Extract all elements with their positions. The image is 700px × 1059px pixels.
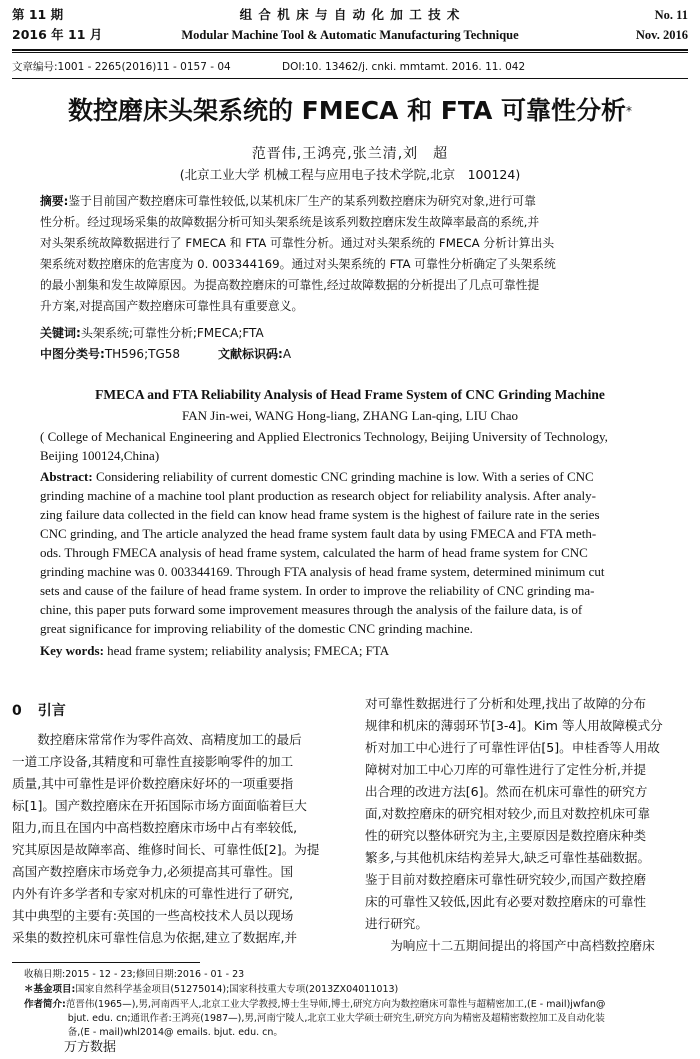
body-line: 高国产数控磨床市场竞争力,必须提高其可靠性。国	[12, 864, 294, 879]
article-number: 文章编号:1001 - 2265(2016)11 - 0157 - 04	[12, 61, 231, 73]
abstract-en-line: sets and cause of the failure of head frame system. In order to improve the reliability of CNC grinding ma-	[40, 583, 595, 598]
abstract-en-label: Abstract:	[40, 469, 93, 484]
section-number: 0	[12, 703, 22, 719]
english-affiliation-line: Beijing 100124,China)	[40, 448, 160, 463]
abstract-en-line: chine, this paper puts forward some improvement measures through the analysis of the failure data, is of	[40, 602, 583, 617]
abstract-cn-line: 鉴于目前国产数控磨床可靠性较低,以某机床厂生产的某系列数控磨床为研究对象,进行可靠	[68, 194, 536, 208]
footnote-bio-line: 范晋伟(1965—),男,河南西平人,北京工业大学教授,博士生导师,博士,研究方向为数控磨床可靠性与超精密加工,(E - mail)jwfan@	[65, 999, 606, 1010]
classification-label: 中图分类号:	[40, 347, 105, 361]
title-footnote-mark: *	[626, 104, 633, 118]
english-affiliation-line: ( College of Mechanical Engineering and Applied Electronics Technology, Beijing University of Technology,	[40, 429, 608, 444]
abstract-en-line: zing failure data collected in the field can know head frame system is the highest of failure rate in the series	[40, 507, 600, 522]
body-line: 内外有许多学者和专家对机床的可靠性进行了研究,	[12, 886, 294, 901]
body-line: 对可靠性数据进行了分析和处理,找出了故障的分布	[365, 696, 647, 711]
body-line: 究其原因是故障率高、维修时间长、可靠性低[2]。为提	[12, 842, 320, 857]
body-line: 进行研究。	[365, 916, 428, 931]
section-title: 引言	[37, 703, 66, 719]
body-line: 标[1]。国产数控磨床在开拓国际市场方面面临着巨大	[12, 798, 307, 813]
abstract-cn-line: 对头架系统故障数据进行了 FMECA 和 FTA 可靠性分析。通过对头架系统的 FMECA 分析计算出头	[40, 236, 555, 250]
body-right-column	[365, 693, 689, 959]
section-heading	[12, 701, 66, 721]
abstract-en-line: great significance for improving reliability of the domestic CNC grinding machine.	[40, 621, 473, 636]
body-line: 繁多,与其他机床结构差异大,缺乏可靠性基础数据。	[365, 850, 651, 865]
header-rule	[12, 49, 688, 51]
affiliation: (北京工业大学 机械工程与应用电子技术学院,北京 100124)	[179, 167, 521, 182]
footnote-received: 收稿日期:2015 - 12 - 23;修回日期:2016 - 01 - 23	[24, 969, 245, 980]
footnote-bio-line: 备,(E - mail)whl2014@ emails. bjut. edu. cn。	[67, 1027, 283, 1038]
body-line: 出合理的改进方法[6]。然而在机床可靠性的研究方	[365, 784, 648, 799]
doi: DOI:10. 13462/j. cnki. mmtamt. 2016. 11. 042	[282, 61, 526, 73]
keywords-en-label: Key words:	[40, 643, 104, 658]
journal-title-en: Modular Machine Tool & Automatic Manufacturing Technique	[181, 28, 519, 42]
header-rule-thin	[12, 52, 688, 53]
doc-code-label: 文献标识码:	[218, 347, 283, 361]
abstract-en	[40, 467, 680, 639]
body-line: 障树对加工中心刀库的可靠性进行了定性分析,并提	[365, 762, 647, 777]
footnote-bio-line: bjut. edu. cn;通讯作者:王鸿亮(1987—),男,河南宁陵人,北京工业大学硕士研究生,研究方向为精密及超精密数控加工及自动化装	[67, 1013, 605, 1024]
authors: 范晋伟,王鸿亮,张兰清,刘 超	[251, 146, 449, 162]
body-line: 其中典型的主要有:英国的一些高校技术人员以现场	[12, 908, 294, 923]
body-line: 质量,其中可靠性是评价数控磨床好坏的一项重要指	[12, 776, 294, 791]
keywords-cn-text: 头架系统;可靠性分析;FMECA;FTA	[80, 326, 264, 340]
footnote-fund-text: 国家自然科学基金项目(51275014);国家科技重大专项(2013ZX04011013)	[75, 984, 399, 995]
body-line: 鉴于目前对数控磨床可靠性研究较少,而国产数控磨	[365, 872, 647, 887]
abstract-en-line: grinding machine was 0. 003344169. Through FTA analysis of head frame system, determined minimum cut	[40, 564, 605, 579]
footnote-bio	[24, 998, 688, 1042]
keywords-cn-label: 关键词:	[40, 326, 81, 340]
footnote-rule	[12, 962, 200, 963]
body-line: 床的可靠性又较低,因此有必要对数控磨床的可靠性	[365, 894, 647, 909]
english-title: FMECA and FTA Reliability Analysis of Head Frame System of CNC Grinding Machine	[95, 387, 605, 402]
english-authors: FAN Jin-wei, WANG Hong-liang, ZHANG Lan-qing, LIU Chao	[181, 408, 519, 423]
classification-text: TH596;TG58	[104, 347, 181, 361]
abstract-en-line: Considering reliability of current domestic CNC grinding machine is low. With a series of CNC	[92, 469, 594, 484]
header-issue-en: No. 11	[654, 8, 688, 22]
abstract-cn-line: 性分析。经过现场采集的故障数据分析可知头架系统是该系列数控磨床发生故障率最高的系统,并	[40, 215, 540, 229]
body-line: 面,对数控磨床的研究相对较少,而且对数控机床可靠	[365, 806, 651, 821]
header-issue-cn: 第 11 期	[12, 7, 64, 22]
footnote-fund	[24, 983, 398, 997]
body-line: 性的研究以整体研究为主,主要原因是数控磨床种类	[365, 828, 647, 843]
body-line: 数控磨床常常作为零件高效、高精度加工的最后	[12, 732, 302, 747]
abstract-cn-line: 架系统对数控磨床的危害度为 0. 003344169。通过对头架系统的 FTA 可靠性分析确定了头架系统	[40, 257, 556, 271]
footnote-bio-label: 作者简介:	[24, 999, 66, 1010]
journal-title-cn: 组 合 机 床 与 自 动 化 加 工 技 术	[239, 7, 461, 22]
keywords-en	[40, 641, 389, 660]
keywords-en-text: head frame system; reliability analysis; FMECA; FTA	[103, 643, 390, 658]
english-affiliation	[40, 427, 680, 465]
body-line: 采集的数控机床可靠性信息为依据,建立了数据库,并	[12, 930, 298, 945]
keywords-cn	[40, 323, 264, 343]
body-line: 一道工序设备,其精度和可靠性直接影响零件的加工	[12, 754, 294, 769]
body-left-column	[12, 729, 340, 953]
abstract-cn-line: 升方案,对提高国产数控磨床可靠性具有重要意义。	[40, 299, 304, 313]
classification	[40, 344, 291, 364]
body-line: 阻力,而且在国内中高档数控磨床市场中占有率较低,	[12, 820, 298, 835]
abstract-en-line: ods. Through FMECA analysis of head frame system, calculated the harm of head frame system for CNC	[40, 545, 588, 560]
meta-rule	[12, 78, 688, 79]
header-date-cn: 2016 年 11 月	[12, 27, 103, 42]
header-date-en: Nov. 2016	[635, 28, 688, 42]
footnote-fund-label: ＊基金项目:	[24, 984, 76, 995]
abstract-en-line: CNC grinding, and The article analyzed the head frame system fault data by using FMECA and FTA meth-	[40, 526, 597, 541]
page-title: 数控磨床头架系统的 FMECA 和 FTA 可靠性分析*	[67, 96, 633, 125]
abstract-cn	[40, 191, 662, 321]
doc-code: A	[282, 347, 292, 361]
abstract-cn-line: 的最小割集和发生故障原因。为提高数控磨床的可靠性,经过故障数据的分析提出了几点可靠性提	[40, 278, 540, 292]
abstract-cn-label: 摘要:	[40, 194, 69, 208]
body-line: 析对加工中心进行了可靠性评估[5]。申桂香等人用故	[365, 740, 660, 755]
watermark: 万方数据	[64, 1040, 117, 1055]
abstract-en-line: grinding machine of a machine tool plant production as research object for reliability analysis. After analy-	[40, 488, 596, 503]
body-line: 为响应十二五期间提出的将国产中高档数控磨床	[365, 938, 655, 953]
body-line: 规律和机床的薄弱环节[3-4]。Kim 等人用故障模式分	[365, 718, 663, 733]
